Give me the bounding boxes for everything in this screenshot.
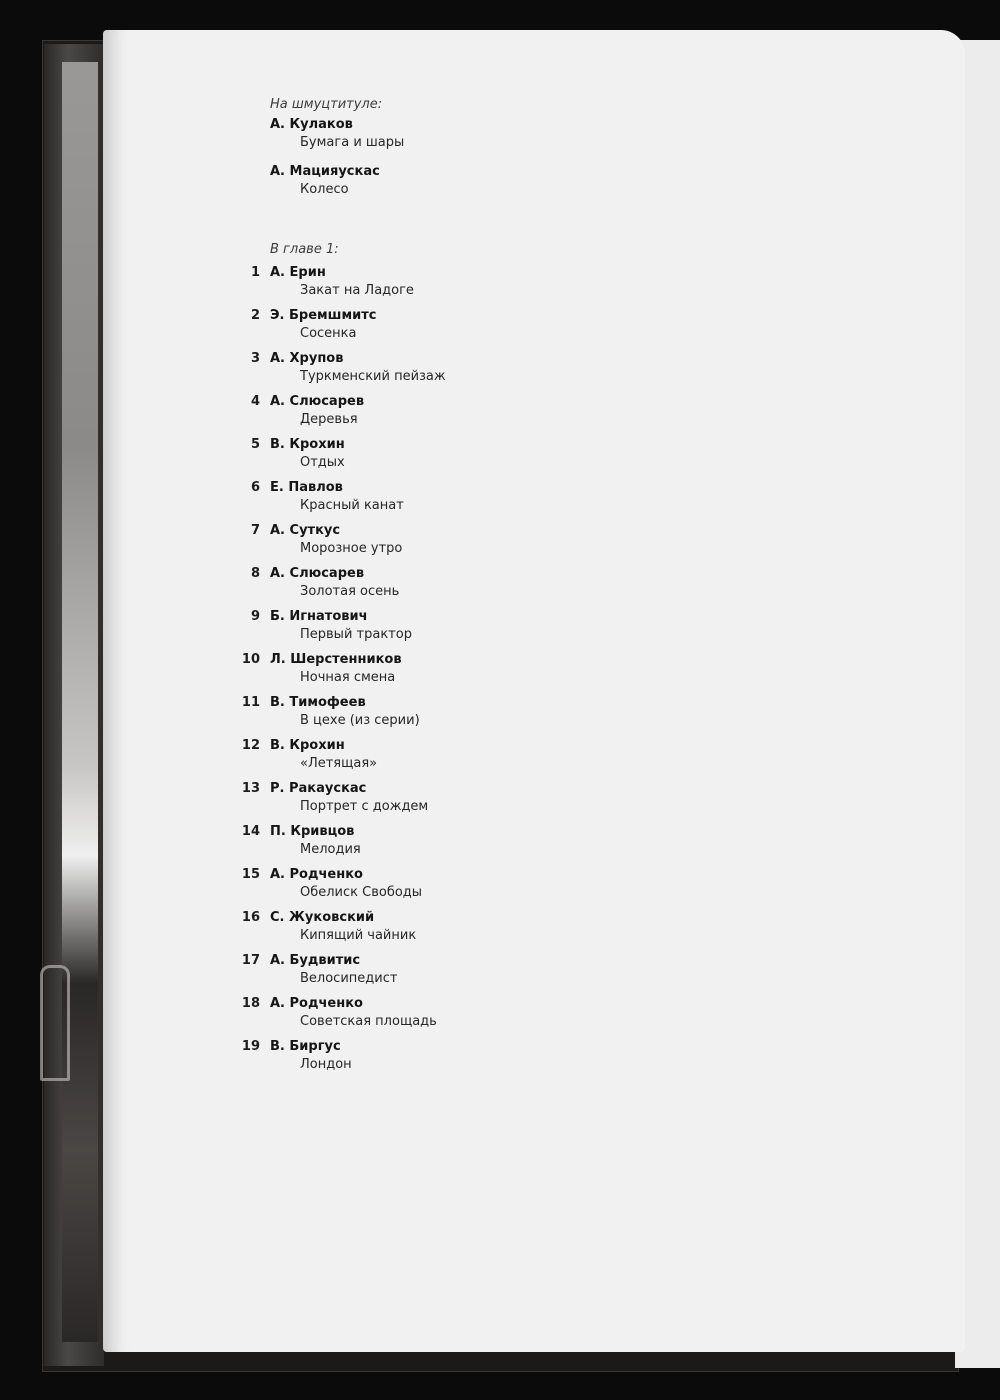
entry-author: А. Ерин <box>270 265 326 280</box>
entry-author: Л. Шерстенников <box>270 652 402 667</box>
list-item <box>230 866 422 902</box>
entry-author: А. Кулаков <box>270 117 353 132</box>
photo-edge-strip <box>62 62 98 1342</box>
entry-title: Морозное утро <box>300 541 403 556</box>
entry-author: В. Тимофеев <box>270 695 366 710</box>
shmutstitul-section <box>270 96 404 199</box>
entry-title: Портрет с дождем <box>300 799 429 814</box>
entry-title: Золотая осень <box>300 584 400 599</box>
entry-author: А. Будвитис <box>270 953 361 968</box>
entry-title: Закат на Ладоге <box>300 283 414 298</box>
entry-number: 17 <box>241 953 260 968</box>
entry-number: 5 <box>250 437 260 452</box>
entry-number: 1 <box>250 265 260 280</box>
entry-number: 19 <box>241 1039 260 1054</box>
entry-title: Отдых <box>300 455 345 470</box>
entry-title: Сосенка <box>300 326 357 341</box>
list-item <box>230 522 402 558</box>
entry-author: Р. Ракаускас <box>270 781 367 796</box>
entry-number: 18 <box>241 996 260 1011</box>
list-item <box>230 479 404 515</box>
entry-author: Б. Игнатович <box>270 609 368 624</box>
entry-number: 16 <box>241 910 260 925</box>
chapter1-heading-block <box>270 241 339 259</box>
entry-author: В. Крохин <box>270 738 345 753</box>
list-item <box>230 737 377 773</box>
entry-number: 7 <box>250 523 260 538</box>
list-item <box>270 116 404 152</box>
entry-author: А. Слюсарев <box>270 566 365 581</box>
list-item <box>230 651 402 687</box>
entry-number: 4 <box>250 394 260 409</box>
entry-title: Деревья <box>300 412 358 427</box>
list-item <box>230 307 376 343</box>
shmutstitul-heading: На шмуцтитуле: <box>270 97 383 112</box>
entry-title: Мелодия <box>300 842 361 857</box>
entry-author: А. Родченко <box>270 996 363 1011</box>
list-item <box>230 436 345 472</box>
list-item <box>230 1038 352 1074</box>
entry-author: Э. Бремшмитс <box>270 308 377 323</box>
entry-title: Обелиск Свободы <box>300 885 423 900</box>
list-item <box>230 350 446 386</box>
ornament-fragment <box>40 965 70 1081</box>
entry-title: Лондон <box>300 1057 352 1072</box>
entry-title: Первый трактор <box>300 627 412 642</box>
entry-title: Ночная смена <box>300 670 396 685</box>
entry-number: 12 <box>241 738 260 753</box>
entry-title: Кипящий чайник <box>300 928 417 943</box>
entry-number: 13 <box>241 781 260 796</box>
entry-author: А. Слюсарев <box>270 394 365 409</box>
list-item <box>230 608 412 644</box>
entry-title: Туркменский пейзаж <box>300 369 446 384</box>
list-item <box>230 565 399 601</box>
list-item <box>230 393 364 429</box>
entry-author: С. Жуковский <box>270 910 375 925</box>
entry-title: Советская площадь <box>300 1014 437 1029</box>
entry-number: 9 <box>250 609 260 624</box>
entry-number: 3 <box>250 351 260 366</box>
entry-number: 15 <box>241 867 260 882</box>
entry-number: 8 <box>250 566 260 581</box>
book-page <box>103 30 965 1352</box>
entry-author: А. Суткус <box>270 523 341 538</box>
entry-title: Бумага и шары <box>300 135 405 150</box>
entry-title: Красный канат <box>300 498 404 513</box>
list-item <box>230 909 416 945</box>
entry-number: 2 <box>250 308 260 323</box>
entry-author: В. Крохин <box>270 437 345 452</box>
entry-number: 14 <box>241 824 260 839</box>
list-item <box>230 264 414 300</box>
list-item <box>230 952 397 988</box>
list-item <box>230 995 437 1031</box>
entry-title: Велосипедист <box>300 971 398 986</box>
entry-number: 6 <box>250 480 260 495</box>
entry-author: П. Кривцов <box>270 824 355 839</box>
list-item <box>230 694 420 730</box>
chapter1-heading: В главе 1: <box>270 242 339 257</box>
entry-title: В цехе (из серии) <box>300 713 420 728</box>
entry-author: Е. Павлов <box>270 480 343 495</box>
list-item <box>230 780 428 816</box>
entry-title: «Летящая» <box>300 756 378 771</box>
entry-number: 10 <box>241 652 260 667</box>
entry-author: А. Хрупов <box>270 351 344 366</box>
entry-title: Колесо <box>300 182 349 197</box>
entry-author: А. Родченко <box>270 867 363 882</box>
entry-number: 11 <box>241 695 260 710</box>
entry-author: В. Биргус <box>270 1039 341 1054</box>
list-item <box>270 163 404 199</box>
entry-author: А. Мацияускас <box>270 164 380 179</box>
list-item <box>230 823 361 859</box>
